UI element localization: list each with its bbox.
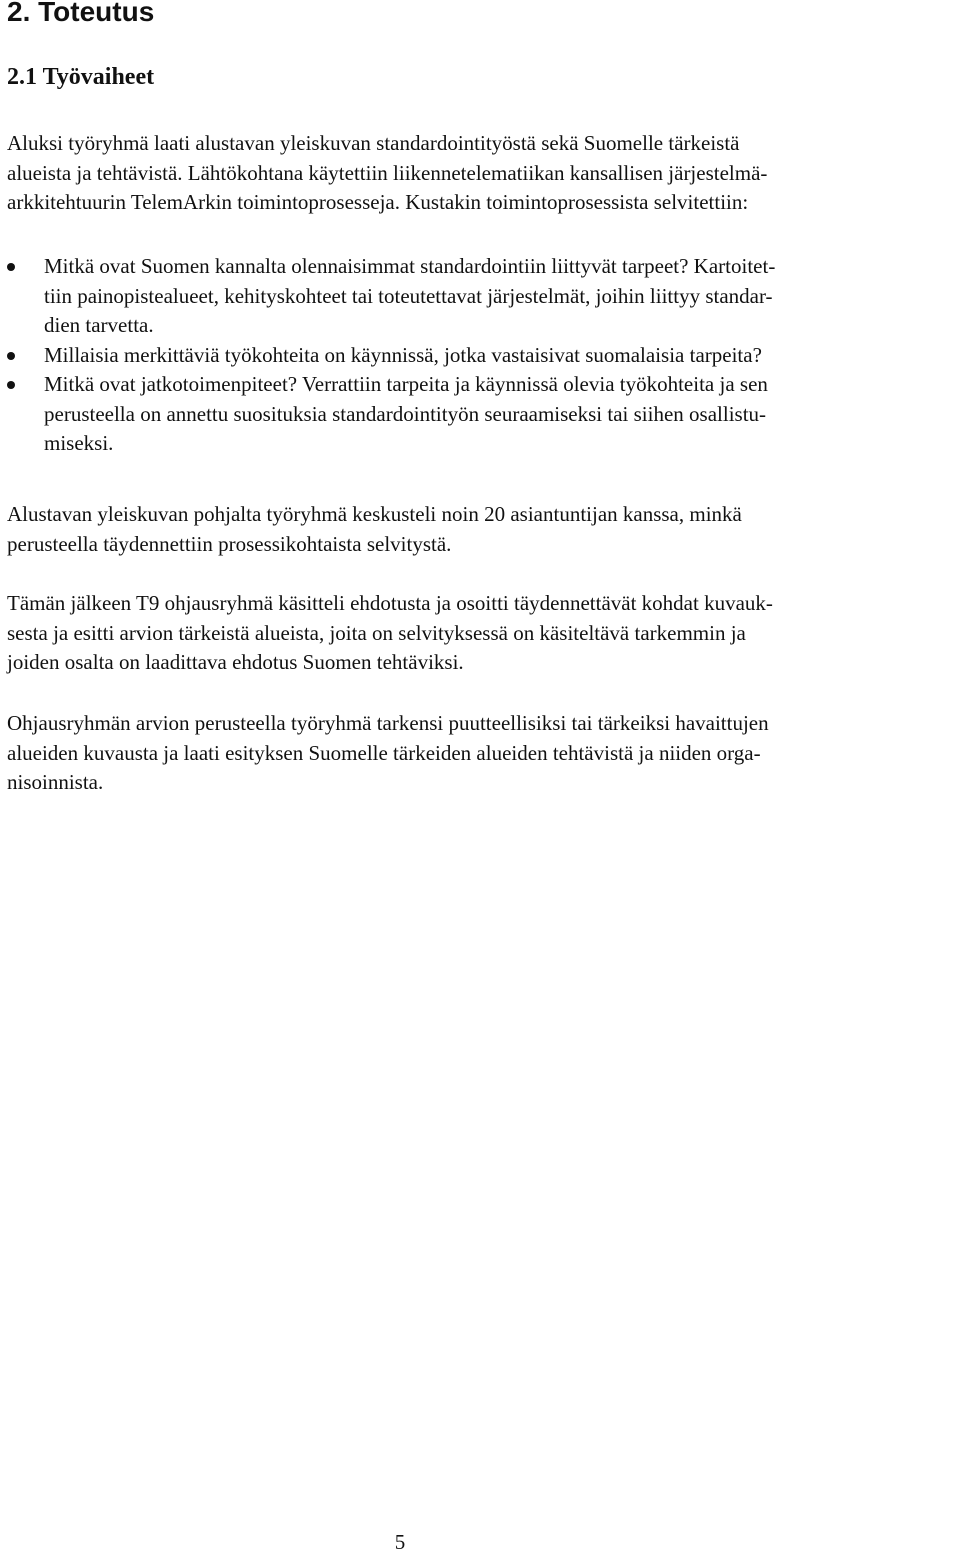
bullet-line: perusteella on annettu suosituksia standardointityön seuraamiseksi tai siihen osallistu- — [44, 401, 767, 426]
bullet-line: dien tarvetta. — [44, 313, 154, 337]
paragraph-line: alueiden kuvausta ja laati esityksen Suomelle tärkeiden alueiden tehtävistä ja niiden orga- — [7, 740, 761, 765]
body-paragraph — [7, 589, 952, 678]
body-paragraph — [7, 500, 952, 559]
bullet-line: tiin painopistealueet, kehityskohteet tai toteutettavat järjestelmät, joihin liittyy standar- — [44, 283, 773, 308]
paragraph-line: perusteella täydennettiin prosessikohtaista selvitystä. — [7, 531, 452, 556]
bullet-icon — [7, 263, 15, 271]
body-paragraph — [7, 709, 952, 798]
bullet-icon — [7, 352, 15, 360]
paragraph-line: Tämän jälkeen T9 ohjausryhmä käsitteli ehdotusta ja osoitti täydennettävät kohdat kuvauk- — [7, 591, 773, 615]
paragraph-line: alueista ja tehtävistä. Lähtökohtana käytettiin liikennetelematiikan kansallisen järjestelmä- — [7, 160, 768, 185]
paragraph-line: Alustavan yleiskuvan pohjalta työryhmä keskusteli noin 20 asiantuntijan kanssa, minkä — [7, 502, 742, 526]
bullet-line: Mitkä ovat jatkotoimenpiteet? Verrattiin tarpeita ja käynnissä olevia työkohteita ja sen — [44, 372, 768, 396]
paragraph-line: nisoinnista. — [7, 770, 104, 794]
bullet-item — [0, 370, 960, 459]
paragraph-line: Ohjausryhmän arvion perusteella työryhmä tarkensi puutteellisiksi tai tärkeiksi havaittujen — [7, 711, 769, 735]
bullet-list — [0, 252, 960, 459]
bullet-line: Mitkä ovat Suomen kannalta olennaisimmat standardointiin liittyvät tarpeet? Kartoitet- — [44, 254, 776, 278]
bullet-line: miseksi. — [44, 431, 114, 455]
bullet-icon — [7, 381, 15, 389]
bullet-item — [0, 341, 960, 371]
bullet-item — [0, 252, 960, 341]
section-heading: 2. Toteutus — [7, 0, 155, 27]
paragraph-line: arkkitehtuurin TelemArkin toimintoprosesseja. Kustakin toimintoprosessista selvitettiin: — [7, 190, 749, 214]
bullet-line: Millaisia merkittäviä työkohteita on käynnissä, jotka vastaisivat suomalaisia tarpeita? — [44, 342, 762, 367]
paragraph-line: sesta ja esitti arvion tärkeistä alueista, joita on selvityksessä on käsiteltävä tarkemmin ja — [7, 620, 746, 645]
paragraph-line: joiden osalta on laadittava ehdotus Suomen tehtäviksi. — [7, 650, 464, 674]
subsection-heading: 2.1 Työvaiheet — [7, 64, 155, 90]
intro-paragraph — [7, 129, 952, 218]
paragraph-line: Aluksi työryhmä laati alustavan yleiskuvan standardointityöstä sekä Suomelle tärkeistä — [7, 131, 740, 155]
page-number: 5 — [394, 1530, 406, 1554]
